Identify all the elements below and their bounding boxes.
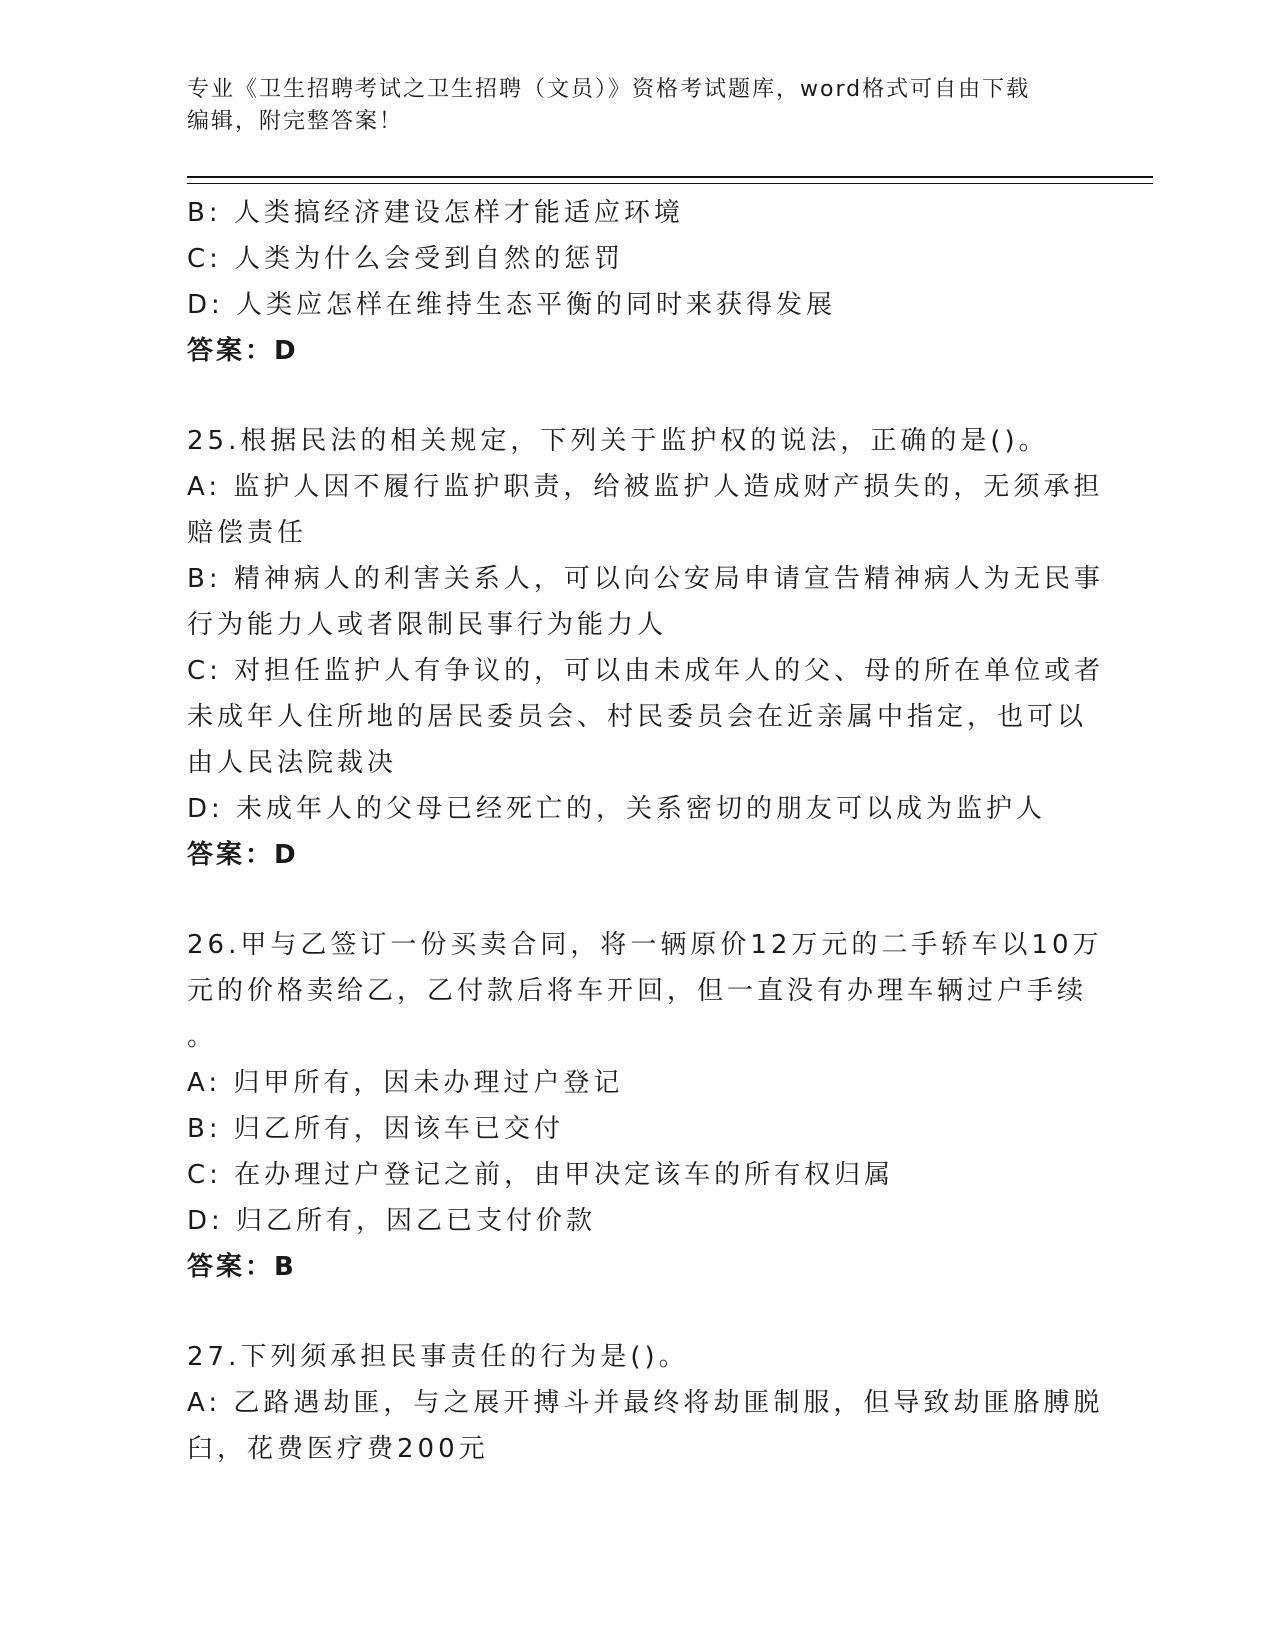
q26-option-b: B: 归乙所有，因该车已交付 (187, 1114, 564, 1144)
spacer (187, 878, 1087, 922)
spacer (187, 1290, 1087, 1334)
q27-stem: 27.下列须承担民事责任的行为是()。 (187, 1342, 689, 1372)
q25-option-d: D: 未成年人的父母已经死亡的，关系密切的朋友可以成为监护人 (187, 794, 1047, 824)
spacer (187, 374, 1087, 418)
q25-option-b-line-1: B: 精神病人的利害关系人，可以向公安局申请宣告精神病人为无民事 (187, 564, 1104, 594)
header-line-2: 编辑，附完整答案！ (187, 109, 404, 134)
q25-answer: 答案：D (187, 840, 299, 870)
q25-option-a-line-1: A: 监护人因不履行监护职责，给被监护人造成财产损失的，无须承担 (187, 472, 1104, 502)
question-26 (187, 922, 1103, 1290)
q25-option-c-line-2: 未成年人住所地的居民委员会、村民委员会在近亲属中指定，也可以 (187, 702, 1088, 732)
q26-answer: 答案：B (187, 1252, 297, 1282)
question-27 (187, 1334, 1104, 1472)
header-divider-thick (187, 176, 1153, 178)
q25-option-b-line-2: 行为能力人或者限制民事行为能力人 (187, 610, 668, 640)
q24-option-b: B: 人类搞经济建设怎样才能适应环境 (187, 198, 684, 228)
q26-stem-line-1: 26.甲与乙签订一份买卖合同，将一辆原价12万元的二手轿车以10万 (187, 930, 1103, 960)
q24-option-d: D: 人类应怎样在维持生态平衡的同时来获得发展 (187, 290, 837, 320)
header-line-1: 专业《卫生招聘考试之卫生招聘（文员）》资格考试题库，word格式可自由下载 (187, 77, 1031, 102)
q27-option-a-line-2: 臼，花费医疗费200元 (187, 1434, 489, 1464)
q24-answer: 答案：D (187, 336, 299, 366)
q26-option-d: D: 归乙所有，因乙已支付价款 (187, 1206, 597, 1236)
q24-option-c: C: 人类为什么会受到自然的惩罚 (187, 244, 625, 274)
q26-option-c: C: 在办理过户登记之前，由甲决定该车的所有权归属 (187, 1160, 895, 1190)
q25-option-c-line-1: C: 对担任监护人有争议的，可以由未成年人的父、母的所在单位或者 (187, 656, 1105, 686)
header-divider-thin (187, 183, 1153, 184)
q25-stem: 25.根据民法的相关规定，下列关于监护权的说法，正确的是()。 (187, 426, 1049, 456)
q26-stem-line-3: 。 (187, 1022, 218, 1052)
question-25 (187, 418, 1105, 878)
q26-option-a: A: 归甲所有，因未办理过户登记 (187, 1068, 624, 1098)
q26-stem-line-2: 元的价格卖给乙，乙付款后将车开回，但一直没有办理车辆过户手续 (187, 976, 1088, 1006)
question-content (187, 190, 1105, 1472)
q25-option-c-line-3: 由人民法院裁决 (187, 748, 398, 778)
q27-option-a-line-1: A: 乙路遇劫匪，与之展开搏斗并最终将劫匪制服，但导致劫匪胳膊脱 (187, 1388, 1104, 1418)
question-24 (187, 190, 1087, 374)
q25-option-a-line-2: 赔偿责任 (187, 518, 308, 548)
page-header (187, 74, 1067, 138)
